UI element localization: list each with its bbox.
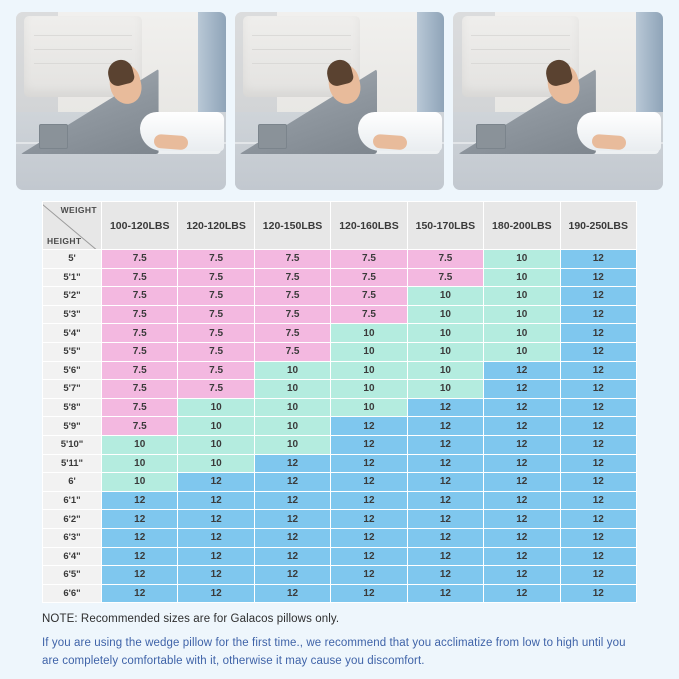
size-cell: 7.5	[178, 380, 254, 399]
size-chart-table	[42, 201, 637, 603]
size-cell: 12	[178, 510, 254, 529]
size-cell: 12	[484, 491, 560, 510]
height-row-header: 6'1"	[43, 491, 102, 510]
size-cell: 12	[407, 473, 483, 492]
height-row-header: 5'3"	[43, 305, 102, 324]
photo-person-arm	[591, 134, 625, 151]
size-cell: 7.5	[331, 305, 407, 324]
size-cell: 12	[254, 510, 330, 529]
weight-column-header: 120-150LBS	[254, 202, 330, 250]
table-row	[43, 584, 637, 603]
size-cell: 7.5	[254, 268, 330, 287]
size-cell: 7.5	[102, 250, 178, 269]
size-cell: 12	[331, 528, 407, 547]
note-main-text: NOTE: Recommended sizes are for Galacos pillows only.	[42, 613, 340, 626]
size-cell: 10	[484, 287, 560, 306]
size-cell: 12	[560, 528, 636, 547]
size-cell: 12	[102, 528, 178, 547]
size-cell: 7.5	[178, 324, 254, 343]
size-cell: 7.5	[102, 380, 178, 399]
size-cell: 7.5	[407, 250, 483, 269]
size-cell: 7.5	[102, 268, 178, 287]
size-cell: 12	[560, 566, 636, 585]
size-cell: 12	[331, 435, 407, 454]
size-cell: 7.5	[102, 342, 178, 361]
size-cell: 12	[484, 380, 560, 399]
size-cell: 10	[254, 361, 330, 380]
table-body	[43, 250, 637, 603]
size-cell: 7.5	[331, 287, 407, 306]
size-cell: 10	[484, 305, 560, 324]
size-cell: 10	[484, 324, 560, 343]
size-cell: 7.5	[178, 342, 254, 361]
size-cell: 12	[484, 566, 560, 585]
height-row-header: 5'2"	[43, 287, 102, 306]
size-cell: 12	[102, 491, 178, 510]
table-row	[43, 417, 637, 436]
table-row	[43, 250, 637, 269]
size-cell: 12	[254, 528, 330, 547]
size-cell: 12	[407, 454, 483, 473]
table-header-row	[43, 202, 637, 250]
table-row	[43, 547, 637, 566]
size-cell: 12	[407, 435, 483, 454]
size-cell: 12	[407, 566, 483, 585]
size-cell: 12	[560, 361, 636, 380]
photo-wedge-pocket	[258, 124, 287, 149]
size-cell: 10	[331, 398, 407, 417]
size-cell: 12	[484, 510, 560, 529]
table-row	[43, 380, 637, 399]
size-cell: 7.5	[102, 287, 178, 306]
height-row-header: 5'1"	[43, 268, 102, 287]
size-cell: 10	[254, 380, 330, 399]
table-row	[43, 324, 637, 343]
weight-column-header: 150-170LBS	[407, 202, 483, 250]
size-cell: 12	[254, 584, 330, 603]
size-cell: 12	[560, 268, 636, 287]
size-cell: 10	[331, 361, 407, 380]
size-cell: 10	[484, 342, 560, 361]
size-cell: 12	[407, 491, 483, 510]
height-row-header: 6'2"	[43, 510, 102, 529]
table-row	[43, 398, 637, 417]
size-cell: 12	[407, 510, 483, 529]
size-cell: 12	[331, 547, 407, 566]
size-cell: 12	[560, 454, 636, 473]
size-cell: 10	[254, 417, 330, 436]
size-cell: 12	[331, 510, 407, 529]
note-sub-text: If you are using the wedge pillow for the first time., we recommend that you acclimatize from low to high until you are completely comfortable with it, otherwise it may cause you discomfort.	[42, 637, 626, 668]
size-cell: 10	[102, 473, 178, 492]
size-cell: 12	[484, 584, 560, 603]
size-cell: 12	[407, 417, 483, 436]
height-row-header: 6'5"	[43, 566, 102, 585]
corner-header-cell	[43, 202, 102, 250]
table-head	[43, 202, 637, 250]
size-cell: 7.5	[331, 268, 407, 287]
height-row-header: 5'	[43, 250, 102, 269]
height-row-header: 5'11"	[43, 454, 102, 473]
table-row	[43, 268, 637, 287]
size-cell: 12	[560, 547, 636, 566]
height-row-header: 6'4"	[43, 547, 102, 566]
size-cell: 12	[560, 305, 636, 324]
size-cell: 7.5	[178, 361, 254, 380]
size-cell: 12	[178, 528, 254, 547]
height-row-header: 5'7"	[43, 380, 102, 399]
size-cell: 12	[407, 528, 483, 547]
size-cell: 12	[331, 454, 407, 473]
size-cell: 12	[178, 566, 254, 585]
size-cell: 7.5	[102, 324, 178, 343]
size-cell: 12	[331, 473, 407, 492]
size-cell: 10	[407, 287, 483, 306]
size-cell: 12	[102, 510, 178, 529]
size-cell: 12	[254, 473, 330, 492]
photo-curtain	[198, 12, 225, 119]
size-cell: 7.5	[102, 417, 178, 436]
size-cell: 12	[560, 435, 636, 454]
product-photo-strip	[16, 12, 663, 190]
size-cell: 12	[254, 566, 330, 585]
size-cell: 7.5	[254, 287, 330, 306]
table-row	[43, 287, 637, 306]
size-cell: 7.5	[254, 342, 330, 361]
size-cell: 10	[407, 324, 483, 343]
size-cell: 12	[178, 473, 254, 492]
table-row	[43, 305, 637, 324]
size-cell: 12	[102, 547, 178, 566]
size-cell: 12	[484, 361, 560, 380]
height-row-header: 6'6"	[43, 584, 102, 603]
size-cell: 12	[484, 417, 560, 436]
size-cell: 12	[560, 324, 636, 343]
weight-axis-label: WEIGHT	[60, 205, 97, 215]
size-cell: 7.5	[178, 305, 254, 324]
size-cell: 7.5	[178, 268, 254, 287]
photo-curtain	[636, 12, 663, 119]
size-cell: 10	[178, 398, 254, 417]
size-cell: 7.5	[178, 287, 254, 306]
height-row-header: 5'8"	[43, 398, 102, 417]
size-cell: 12	[560, 417, 636, 436]
height-row-header: 5'9"	[43, 417, 102, 436]
table-row	[43, 454, 637, 473]
size-chart-table-wrapper	[16, 201, 663, 603]
table-row	[43, 491, 637, 510]
size-cell: 12	[407, 584, 483, 603]
photo-person-arm	[373, 134, 407, 151]
size-cell: 7.5	[331, 250, 407, 269]
table-row	[43, 473, 637, 492]
weight-column-header: 190-250LBS	[560, 202, 636, 250]
size-cell: 12	[560, 342, 636, 361]
height-row-header: 5'10"	[43, 435, 102, 454]
size-cell: 10	[254, 435, 330, 454]
height-axis-label: HEIGHT	[47, 236, 82, 246]
size-cell: 12	[560, 473, 636, 492]
size-cell: 10	[178, 435, 254, 454]
size-cell: 12	[560, 380, 636, 399]
size-cell: 12	[102, 566, 178, 585]
size-cell: 7.5	[102, 361, 178, 380]
size-cell: 12	[560, 491, 636, 510]
photo-person-arm	[154, 134, 188, 151]
size-cell: 10	[407, 342, 483, 361]
size-cell: 12	[484, 398, 560, 417]
weight-column-header: 180-200LBS	[484, 202, 560, 250]
size-cell: 12	[560, 250, 636, 269]
size-cell: 10	[407, 380, 483, 399]
height-row-header: 5'4"	[43, 324, 102, 343]
size-cell: 12	[331, 417, 407, 436]
weight-column-header: 120-160LBS	[331, 202, 407, 250]
size-cell: 7.5	[254, 250, 330, 269]
size-cell: 12	[178, 491, 254, 510]
product-photo-1	[16, 12, 226, 190]
size-cell: 7.5	[254, 305, 330, 324]
weight-column-header: 120-120LBS	[178, 202, 254, 250]
height-row-header: 6'3"	[43, 528, 102, 547]
size-cell: 10	[484, 250, 560, 269]
photo-wedge-pocket	[39, 124, 68, 149]
size-cell: 12	[560, 584, 636, 603]
size-cell: 10	[331, 342, 407, 361]
product-photo-3	[453, 12, 663, 190]
size-cell: 10	[102, 454, 178, 473]
table-row	[43, 361, 637, 380]
size-cell: 10	[102, 435, 178, 454]
table-row	[43, 510, 637, 529]
size-cell: 7.5	[254, 324, 330, 343]
table-row	[43, 528, 637, 547]
size-cell: 12	[102, 584, 178, 603]
size-cell: 12	[484, 528, 560, 547]
table-row	[43, 566, 637, 585]
size-cell: 10	[407, 361, 483, 380]
size-cell: 7.5	[102, 398, 178, 417]
size-cell: 12	[484, 473, 560, 492]
size-cell: 7.5	[102, 305, 178, 324]
size-cell: 12	[254, 491, 330, 510]
size-cell: 7.5	[178, 250, 254, 269]
size-cell: 12	[178, 547, 254, 566]
size-cell: 10	[331, 324, 407, 343]
size-cell: 12	[254, 547, 330, 566]
size-cell: 10	[178, 454, 254, 473]
photo-curtain	[417, 12, 444, 119]
size-cell: 12	[178, 584, 254, 603]
size-cell: 12	[560, 398, 636, 417]
height-row-header: 6'	[43, 473, 102, 492]
size-cell: 12	[484, 547, 560, 566]
size-cell: 10	[254, 398, 330, 417]
table-row	[43, 342, 637, 361]
size-cell: 10	[484, 268, 560, 287]
notes-section	[16, 603, 663, 671]
size-cell: 12	[331, 491, 407, 510]
size-cell: 7.5	[407, 268, 483, 287]
size-cell: 12	[560, 510, 636, 529]
weight-column-header: 100-120LBS	[102, 202, 178, 250]
size-cell: 12	[560, 287, 636, 306]
height-row-header: 5'6"	[43, 361, 102, 380]
size-cell: 10	[178, 417, 254, 436]
size-cell: 12	[254, 454, 330, 473]
product-photo-2	[235, 12, 445, 190]
size-cell: 10	[331, 380, 407, 399]
photo-wedge-pocket	[476, 124, 505, 149]
size-cell: 10	[407, 305, 483, 324]
size-cell: 12	[484, 454, 560, 473]
table-row	[43, 435, 637, 454]
size-cell: 12	[407, 547, 483, 566]
size-cell: 12	[484, 435, 560, 454]
size-cell: 12	[331, 566, 407, 585]
size-cell: 12	[407, 398, 483, 417]
height-row-header: 5'5"	[43, 342, 102, 361]
size-cell: 12	[331, 584, 407, 603]
